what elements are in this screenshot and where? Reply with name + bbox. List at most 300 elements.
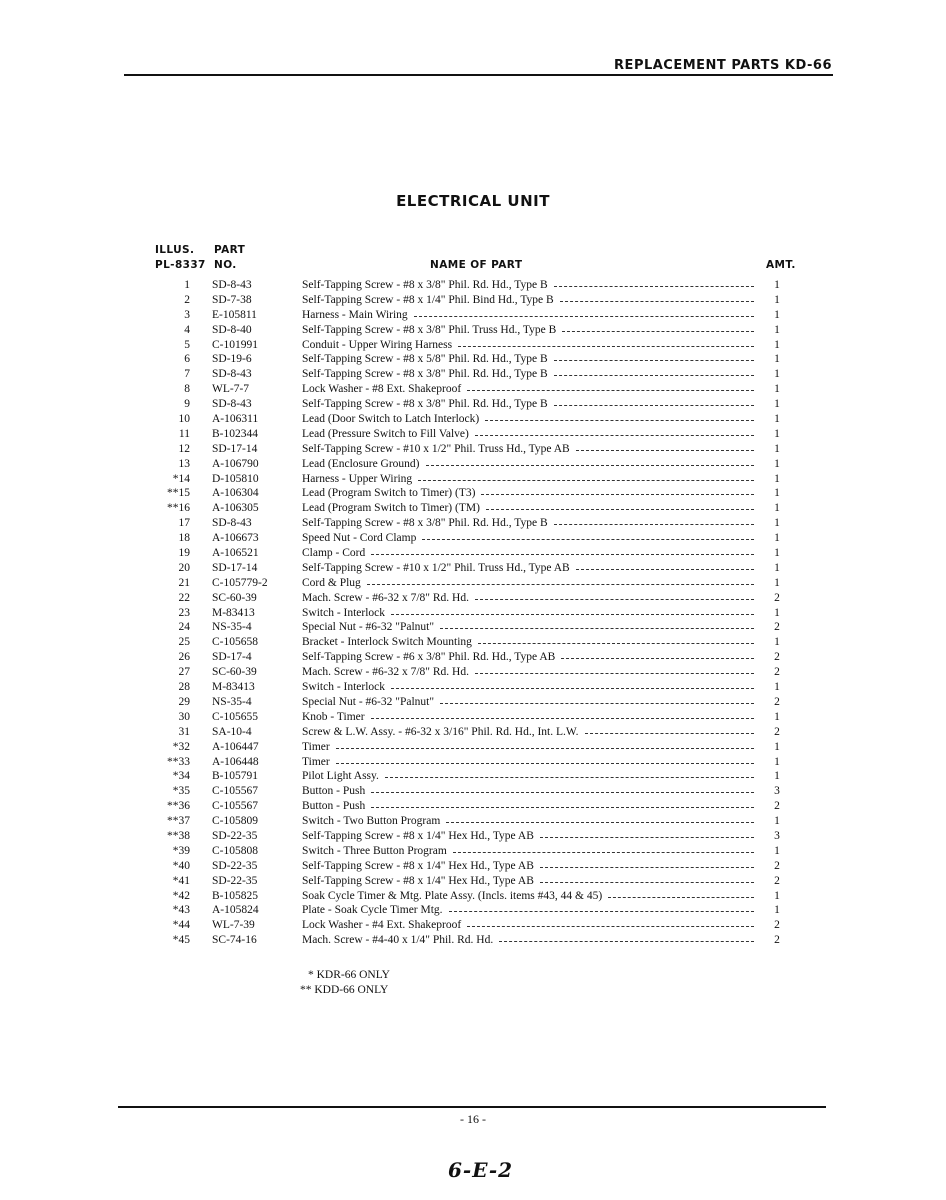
- part-name-cell: [302, 352, 754, 367]
- amount: 2: [774, 859, 780, 872]
- leader-dashes: [554, 405, 754, 406]
- leader-dashes: [391, 614, 754, 615]
- illus-number: 24: [178, 621, 190, 634]
- amount: 1: [774, 740, 780, 753]
- column-header-amt: AMT.: [766, 259, 796, 271]
- table-row: [0, 591, 946, 606]
- table-row: [0, 561, 946, 576]
- table-row: [0, 740, 946, 755]
- part-number: A-106448: [212, 755, 259, 768]
- table-row: [0, 680, 946, 695]
- illus-number: 23: [178, 606, 190, 619]
- illus-number: 6: [184, 353, 190, 366]
- table-row: [0, 516, 946, 531]
- leader-dashes: [576, 569, 754, 570]
- amount: 2: [774, 934, 780, 947]
- illus-number: 9: [184, 398, 190, 411]
- amount: 1: [774, 502, 780, 515]
- part-name-cell: [302, 650, 754, 665]
- leader-dashes: [475, 599, 754, 600]
- part-number: A-106790: [212, 457, 259, 470]
- leader-dashes: [540, 882, 754, 883]
- table-row: [0, 352, 946, 367]
- amount: 2: [774, 666, 780, 679]
- amount: 1: [774, 353, 780, 366]
- part-name: Switch - Three Button Program: [302, 844, 447, 857]
- table-row: [0, 829, 946, 844]
- part-name-cell: [302, 486, 754, 501]
- amount: 2: [774, 800, 780, 813]
- table-row: [0, 397, 946, 412]
- part-name: Speed Nut - Cord Clamp: [302, 532, 417, 545]
- leader-dashes: [475, 435, 754, 436]
- table-row: [0, 323, 946, 338]
- part-name-cell: [302, 457, 754, 472]
- table-row: [0, 784, 946, 799]
- part-name-cell: [302, 710, 754, 725]
- part-number: NS-35-4: [212, 621, 252, 634]
- leader-dashes: [418, 480, 754, 481]
- leader-dashes: [449, 911, 754, 912]
- part-name: Clamp - Cord: [302, 547, 366, 560]
- illus-number: *43: [172, 904, 190, 917]
- part-name: Self-Tapping Screw - #6 x 3/8" Phil. Rd. Hd., Type AB: [302, 651, 556, 664]
- amount: 1: [774, 368, 780, 381]
- part-number: SA-10-4: [212, 725, 252, 738]
- leader-dashes: [371, 792, 754, 793]
- illus-number: 10: [178, 413, 190, 426]
- part-number: SD-17-4: [212, 651, 252, 664]
- amount: 1: [774, 547, 780, 560]
- part-name-cell: [302, 859, 754, 874]
- part-name-cell: [302, 740, 754, 755]
- part-name-cell: [302, 576, 754, 591]
- part-number: SD-8-43: [212, 368, 252, 381]
- table-row: [0, 635, 946, 650]
- table-row: [0, 725, 946, 740]
- amount: 1: [774, 532, 780, 545]
- illus-number: *39: [172, 844, 190, 857]
- part-name: Self-Tapping Screw - #10 x 1/2" Phil. Truss Hd., Type AB: [302, 442, 570, 455]
- part-name: Lock Washer - #8 Ext. Shakeproof: [302, 383, 462, 396]
- part-name: Pilot Light Assy.: [302, 770, 379, 783]
- table-row: [0, 844, 946, 859]
- part-name: Self-Tapping Screw - #8 x 1/4" Hex Hd., Type AB: [302, 874, 534, 887]
- part-name: Timer: [302, 755, 330, 768]
- leader-dashes: [562, 331, 754, 332]
- illus-number: *35: [172, 785, 190, 798]
- illus-number: *41: [172, 874, 190, 887]
- table-row: [0, 412, 946, 427]
- part-name-cell: [302, 606, 754, 621]
- illus-number: **16: [167, 502, 190, 515]
- illus-number: *40: [172, 859, 190, 872]
- table-row: [0, 576, 946, 591]
- part-number: NS-35-4: [212, 695, 252, 708]
- illus-number: 3: [184, 308, 190, 321]
- leader-dashes: [367, 584, 754, 585]
- footnote-kdr: * KDR-66 ONLY: [308, 969, 390, 981]
- illus-number: 12: [178, 442, 190, 455]
- amount: 1: [774, 606, 780, 619]
- leader-dashes: [486, 509, 754, 510]
- part-name: Soak Cycle Timer & Mtg. Plate Assy. (Incls. items #43, 44 & 45): [302, 889, 603, 902]
- part-name: Plate - Soak Cycle Timer Mtg.: [302, 904, 443, 917]
- part-number: A-105824: [212, 904, 259, 917]
- amount: 3: [774, 785, 780, 798]
- illus-number: 22: [178, 591, 190, 604]
- part-name: Screw & L.W. Assy. - #6-32 x 3/16" Phil. Rd. Hd., Int. L.W.: [302, 725, 579, 738]
- amount: 2: [774, 874, 780, 887]
- amount: 2: [774, 695, 780, 708]
- table-row: [0, 799, 946, 814]
- part-name: Harness - Upper Wiring: [302, 472, 413, 485]
- part-name-cell: [302, 323, 754, 338]
- handwritten-code: 6-E-2: [448, 1158, 514, 1182]
- part-number: SD-22-35: [212, 829, 258, 842]
- part-name: Timer: [302, 740, 330, 753]
- illus-number: 5: [184, 338, 190, 351]
- amount: 1: [774, 889, 780, 902]
- table-row: [0, 695, 946, 710]
- illus-number: 31: [178, 725, 190, 738]
- illus-number: 19: [178, 547, 190, 560]
- part-name-cell: [302, 799, 754, 814]
- part-number: SD-8-43: [212, 279, 252, 291]
- amount: 1: [774, 710, 780, 723]
- amount: 1: [774, 517, 780, 530]
- table-row: [0, 367, 946, 382]
- table-row: [0, 278, 946, 293]
- table-row: [0, 501, 946, 516]
- part-name: Self-Tapping Screw - #8 x 5/8" Phil. Rd. Hd., Type B: [302, 353, 548, 366]
- part-name-cell: [302, 665, 754, 680]
- table-row: [0, 427, 946, 442]
- part-number: B-102344: [212, 427, 258, 440]
- part-name: Self-Tapping Screw - #8 x 3/8" Phil. Rd. Hd., Type B: [302, 279, 548, 291]
- table-row: [0, 650, 946, 665]
- illus-number: 11: [178, 427, 190, 440]
- table-row: [0, 889, 946, 904]
- amount: 1: [774, 561, 780, 574]
- illus-number: 25: [178, 636, 190, 649]
- part-name: Knob - Timer: [302, 710, 365, 723]
- table-row: [0, 382, 946, 397]
- leader-dashes: [371, 718, 754, 719]
- leader-dashes: [414, 316, 754, 317]
- leader-dashes: [540, 867, 754, 868]
- part-name: Mach. Screw - #6-32 x 7/8" Rd. Hd.: [302, 666, 469, 679]
- column-header-illus-line1: ILLUS.: [155, 244, 195, 256]
- part-number: SD-22-35: [212, 874, 258, 887]
- part-name-cell: [302, 725, 754, 740]
- part-name-cell: [302, 903, 754, 918]
- part-number: C-105567: [212, 800, 258, 813]
- part-name-cell: [302, 308, 754, 323]
- table-row: [0, 814, 946, 829]
- part-number: A-106521: [212, 547, 259, 560]
- part-name: Self-Tapping Screw - #8 x 3/8" Phil. Truss Hd., Type B: [302, 323, 557, 336]
- illus-number: 28: [178, 681, 190, 694]
- part-number: A-106305: [212, 502, 259, 515]
- part-number: A-106311: [212, 413, 259, 426]
- amount: 1: [774, 293, 780, 306]
- table-row: [0, 769, 946, 784]
- part-name-cell: [302, 397, 754, 412]
- leader-dashes: [585, 733, 754, 734]
- leader-dashes: [554, 524, 754, 525]
- part-number: SD-19-6: [212, 353, 252, 366]
- part-name-cell: [302, 367, 754, 382]
- part-name: Conduit - Upper Wiring Harness: [302, 338, 453, 351]
- illus-number: 17: [178, 517, 190, 530]
- column-header-part: [214, 243, 245, 273]
- illus-number: **37: [167, 815, 190, 828]
- leader-dashes: [440, 628, 754, 629]
- amount: 1: [774, 844, 780, 857]
- amount: 1: [774, 681, 780, 694]
- amount: 1: [774, 413, 780, 426]
- illus-number: **33: [167, 755, 190, 768]
- leader-dashes: [453, 852, 754, 853]
- illus-number: *32: [172, 740, 190, 753]
- part-name: Lead (Program Switch to Timer) (T3): [302, 487, 476, 500]
- table-row: [0, 442, 946, 457]
- leader-dashes: [336, 763, 754, 764]
- part-number: SD-17-14: [212, 561, 258, 574]
- part-number: D-105810: [212, 472, 259, 485]
- part-name: Lead (Pressure Switch to Fill Valve): [302, 427, 469, 440]
- leader-dashes: [576, 450, 754, 451]
- amount: 2: [774, 919, 780, 932]
- table-row: [0, 710, 946, 725]
- leader-dashes: [554, 286, 754, 287]
- column-header-part-line2: NO.: [214, 259, 237, 271]
- leader-dashes: [554, 360, 754, 361]
- part-name-cell: [302, 695, 754, 710]
- part-name-cell: [302, 501, 754, 516]
- amount: 3: [774, 829, 780, 842]
- part-number: WL-7-39: [212, 919, 255, 932]
- leader-dashes: [371, 807, 754, 808]
- part-name: Switch - Interlock: [302, 681, 386, 694]
- part-number: SD-8-43: [212, 398, 252, 411]
- amount: 1: [774, 636, 780, 649]
- leader-dashes: [499, 941, 754, 942]
- part-number: B-105791: [212, 770, 258, 783]
- leader-dashes: [385, 777, 754, 778]
- part-name-cell: [302, 278, 754, 293]
- table-row: [0, 308, 946, 323]
- part-name-cell: [302, 546, 754, 561]
- part-number: C-105658: [212, 636, 258, 649]
- part-name: Special Nut - #6-32 "Palnut": [302, 695, 435, 708]
- part-name: Lead (Door Switch to Latch Interlock): [302, 413, 480, 426]
- amount: 2: [774, 591, 780, 604]
- part-number: E-105811: [212, 308, 257, 321]
- amount: 1: [774, 427, 780, 440]
- part-number: M-83413: [212, 681, 255, 694]
- illus-number: 13: [178, 457, 190, 470]
- amount: 1: [774, 904, 780, 917]
- part-number: SC-60-39: [212, 591, 257, 604]
- leader-dashes: [478, 643, 754, 644]
- table-row: [0, 755, 946, 770]
- illus-number: 1: [184, 279, 190, 291]
- leader-dashes: [391, 688, 754, 689]
- part-name: Lead (Enclosure Ground): [302, 457, 420, 470]
- table-row: [0, 457, 946, 472]
- part-number: A-106447: [212, 740, 259, 753]
- leader-dashes: [485, 420, 754, 421]
- leader-dashes: [458, 346, 754, 347]
- part-name: Lock Washer - #4 Ext. Shakeproof: [302, 919, 462, 932]
- leader-dashes: [426, 465, 754, 466]
- part-name-cell: [302, 516, 754, 531]
- amount: 1: [774, 815, 780, 828]
- part-name: Switch - Interlock: [302, 606, 386, 619]
- leader-dashes: [336, 748, 754, 749]
- part-name-cell: [302, 561, 754, 576]
- amount: 2: [774, 621, 780, 634]
- part-name: Self-Tapping Screw - #8 x 1/4" Hex Hd., Type AB: [302, 829, 534, 842]
- part-name-cell: [302, 620, 754, 635]
- page-number: - 16 -: [460, 1112, 486, 1126]
- table-row: [0, 546, 946, 561]
- part-number: SD-8-40: [212, 323, 252, 336]
- parts-table: [0, 278, 946, 948]
- amount: 1: [774, 323, 780, 336]
- table-row: [0, 606, 946, 621]
- part-number: B-105825: [212, 889, 258, 902]
- leader-dashes: [560, 301, 754, 302]
- part-name: Self-Tapping Screw - #8 x 3/8" Phil. Rd. Hd., Type B: [302, 368, 548, 381]
- illus-number: 20: [178, 561, 190, 574]
- part-name-cell: [302, 784, 754, 799]
- part-name: Bracket - Interlock Switch Mounting: [302, 636, 472, 649]
- illus-number: *14: [172, 472, 190, 485]
- part-name: Button - Push: [302, 800, 366, 813]
- part-number: A-106673: [212, 532, 259, 545]
- part-name: Self-Tapping Screw - #8 x 1/4" Hex Hd., Type AB: [302, 859, 534, 872]
- table-row: [0, 293, 946, 308]
- column-header-part-line1: PART: [214, 244, 246, 256]
- part-name: Switch - Two Button Program: [302, 815, 441, 828]
- part-number: SD-8-43: [212, 517, 252, 530]
- part-number: SD-22-35: [212, 859, 258, 872]
- part-name-cell: [302, 889, 754, 904]
- part-name: Self-Tapping Screw - #8 x 3/8" Phil. Rd. Hd., Type B: [302, 398, 548, 411]
- amount: 1: [774, 442, 780, 455]
- illus-number: 27: [178, 666, 190, 679]
- part-number: C-105567: [212, 785, 258, 798]
- part-number: C-105655: [212, 710, 258, 723]
- amount: 1: [774, 487, 780, 500]
- column-header-name: NAME OF PART: [430, 259, 523, 271]
- leader-dashes: [475, 673, 754, 674]
- column-header-illus-line2: PL-8337: [155, 259, 206, 271]
- part-name: Mach. Screw - #6-32 x 7/8" Rd. Hd.: [302, 591, 469, 604]
- leader-dashes: [422, 539, 754, 540]
- leader-dashes: [467, 926, 754, 927]
- part-name-cell: [302, 755, 754, 770]
- part-number: A-106304: [212, 487, 259, 500]
- leader-dashes: [540, 837, 754, 838]
- leader-dashes: [561, 658, 754, 659]
- amount: 1: [774, 338, 780, 351]
- part-name-cell: [302, 412, 754, 427]
- part-name-cell: [302, 635, 754, 650]
- part-name-cell: [302, 874, 754, 889]
- table-row: [0, 472, 946, 487]
- illus-number: 29: [178, 695, 190, 708]
- footer-rule: [118, 1106, 826, 1108]
- part-name-cell: [302, 338, 754, 353]
- leader-dashes: [554, 375, 754, 376]
- part-number: C-105779-2: [212, 576, 268, 589]
- table-row: [0, 620, 946, 635]
- column-header-illus: [155, 243, 206, 273]
- illus-number: **36: [167, 800, 190, 813]
- part-name: Special Nut - #6-32 "Palnut": [302, 621, 435, 634]
- part-name: Self-Tapping Screw - #8 x 1/4" Phil. Bind Hd., Type B: [302, 293, 554, 306]
- part-name-cell: [302, 844, 754, 859]
- amount: 1: [774, 398, 780, 411]
- illus-number: **38: [167, 829, 190, 842]
- illus-number: *45: [172, 934, 190, 947]
- amount: 2: [774, 651, 780, 664]
- table-row: [0, 874, 946, 889]
- part-name: Harness - Main Wiring: [302, 308, 408, 321]
- illus-number: **15: [167, 487, 190, 500]
- amount: 1: [774, 308, 780, 321]
- part-name-cell: [302, 442, 754, 457]
- part-name-cell: [302, 427, 754, 442]
- part-name-cell: [302, 591, 754, 606]
- part-number: M-83413: [212, 606, 255, 619]
- part-name: Button - Push: [302, 785, 366, 798]
- leader-dashes: [440, 703, 754, 704]
- part-name: Mach. Screw - #4-40 x 1/4" Phil. Rd. Hd.: [302, 934, 494, 947]
- table-row: [0, 903, 946, 918]
- part-name-cell: [302, 829, 754, 844]
- illus-number: 2: [184, 293, 190, 306]
- part-number: SC-60-39: [212, 666, 257, 679]
- part-name: Self-Tapping Screw - #8 x 3/8" Phil. Rd. Hd., Type B: [302, 517, 548, 530]
- part-name-cell: [302, 814, 754, 829]
- table-row: [0, 933, 946, 948]
- amount: 1: [774, 576, 780, 589]
- part-name-cell: [302, 769, 754, 784]
- leader-dashes: [467, 390, 754, 391]
- amount: 1: [774, 383, 780, 396]
- part-name-cell: [302, 680, 754, 695]
- illus-number: *42: [172, 889, 190, 902]
- leader-dashes: [608, 897, 754, 898]
- header-title: REPLACEMENT PARTS KD-66: [614, 58, 832, 73]
- part-number: SC-74-16: [212, 934, 257, 947]
- part-name: Self-Tapping Screw - #10 x 1/2" Phil. Truss Hd., Type AB: [302, 561, 570, 574]
- part-number: C-105809: [212, 815, 258, 828]
- part-name-cell: [302, 531, 754, 546]
- illus-number: 8: [184, 383, 190, 396]
- illus-number: 7: [184, 368, 190, 381]
- part-name-cell: [302, 933, 754, 948]
- illus-number: 30: [178, 710, 190, 723]
- illus-number: *44: [172, 919, 190, 932]
- illus-number: 26: [178, 651, 190, 664]
- part-name: Lead (Program Switch to Timer) (TM): [302, 502, 480, 515]
